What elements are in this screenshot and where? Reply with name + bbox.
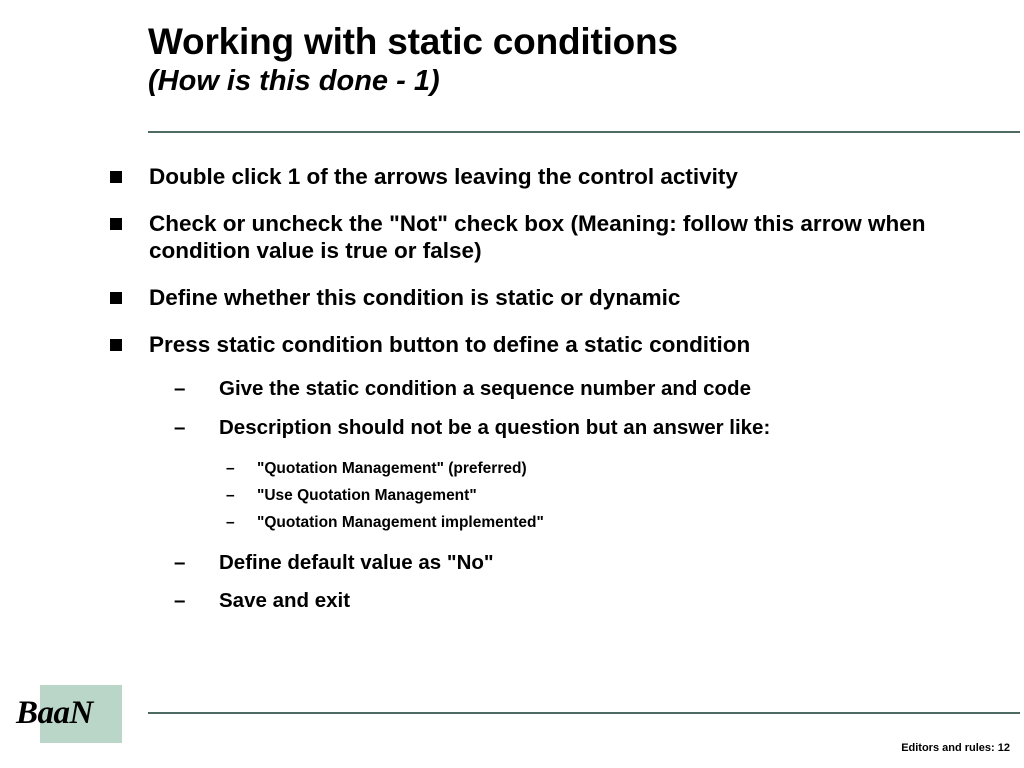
list-item-label: "Quotation Management implemented" xyxy=(257,514,544,532)
dash-bullet-icon: – xyxy=(226,459,235,477)
list-item xyxy=(104,513,1014,532)
dash-bullet-icon: – xyxy=(226,486,235,504)
bullet-list xyxy=(104,163,1014,628)
page-title: Working with static conditions xyxy=(148,21,678,62)
dash-bullet-icon: – xyxy=(174,589,186,613)
list-item-label: Double click 1 of the arrows leaving the control activity xyxy=(149,164,738,189)
list-item-label: "Use Quotation Management" xyxy=(257,486,477,504)
list-item xyxy=(104,416,1014,441)
list-item-label: Define default value as "No" xyxy=(219,550,494,574)
page-subtitle: (How is this done - 1) xyxy=(148,64,440,97)
footer-note: Editors and rules: 12 xyxy=(901,742,1010,754)
list-item-label: Define whether this condition is static or dynamic xyxy=(149,285,681,311)
list-item-label: Save and exit xyxy=(219,589,351,613)
square-bullet-icon xyxy=(110,292,122,304)
list-item-label: Give the static condition a sequence number and code xyxy=(219,377,751,401)
list-item xyxy=(104,486,1014,505)
list-item xyxy=(104,284,1014,312)
dash-bullet-icon: – xyxy=(226,514,235,532)
list-item xyxy=(104,459,1014,478)
title-block xyxy=(148,22,1020,97)
list-item-label: Description should not be a question but an answer like: xyxy=(219,415,771,439)
square-bullet-icon xyxy=(110,171,122,183)
list-item xyxy=(104,551,1014,576)
baan-logo xyxy=(16,685,160,743)
list-item xyxy=(104,589,1014,614)
list-item-label: "Quotation Management" (preferred) xyxy=(257,459,527,477)
list-item xyxy=(104,331,1014,359)
square-bullet-icon xyxy=(110,339,122,351)
list-item xyxy=(104,163,1014,191)
logo-text: BaaN xyxy=(16,695,93,731)
list-item-label: Press static condition button to define a static condition xyxy=(149,331,751,357)
list-item-label: Check or uncheck the "Not" check box (Meaning: follow this arrow when condition value is true or false) xyxy=(149,210,926,264)
list-item xyxy=(104,210,1014,265)
dash-bullet-icon: – xyxy=(174,550,186,574)
list-item xyxy=(104,377,1014,402)
square-bullet-icon xyxy=(110,218,122,230)
title-divider xyxy=(148,131,1020,133)
dash-bullet-icon: – xyxy=(174,415,186,439)
dash-bullet-icon: – xyxy=(174,377,186,401)
footer-divider xyxy=(148,712,1020,714)
